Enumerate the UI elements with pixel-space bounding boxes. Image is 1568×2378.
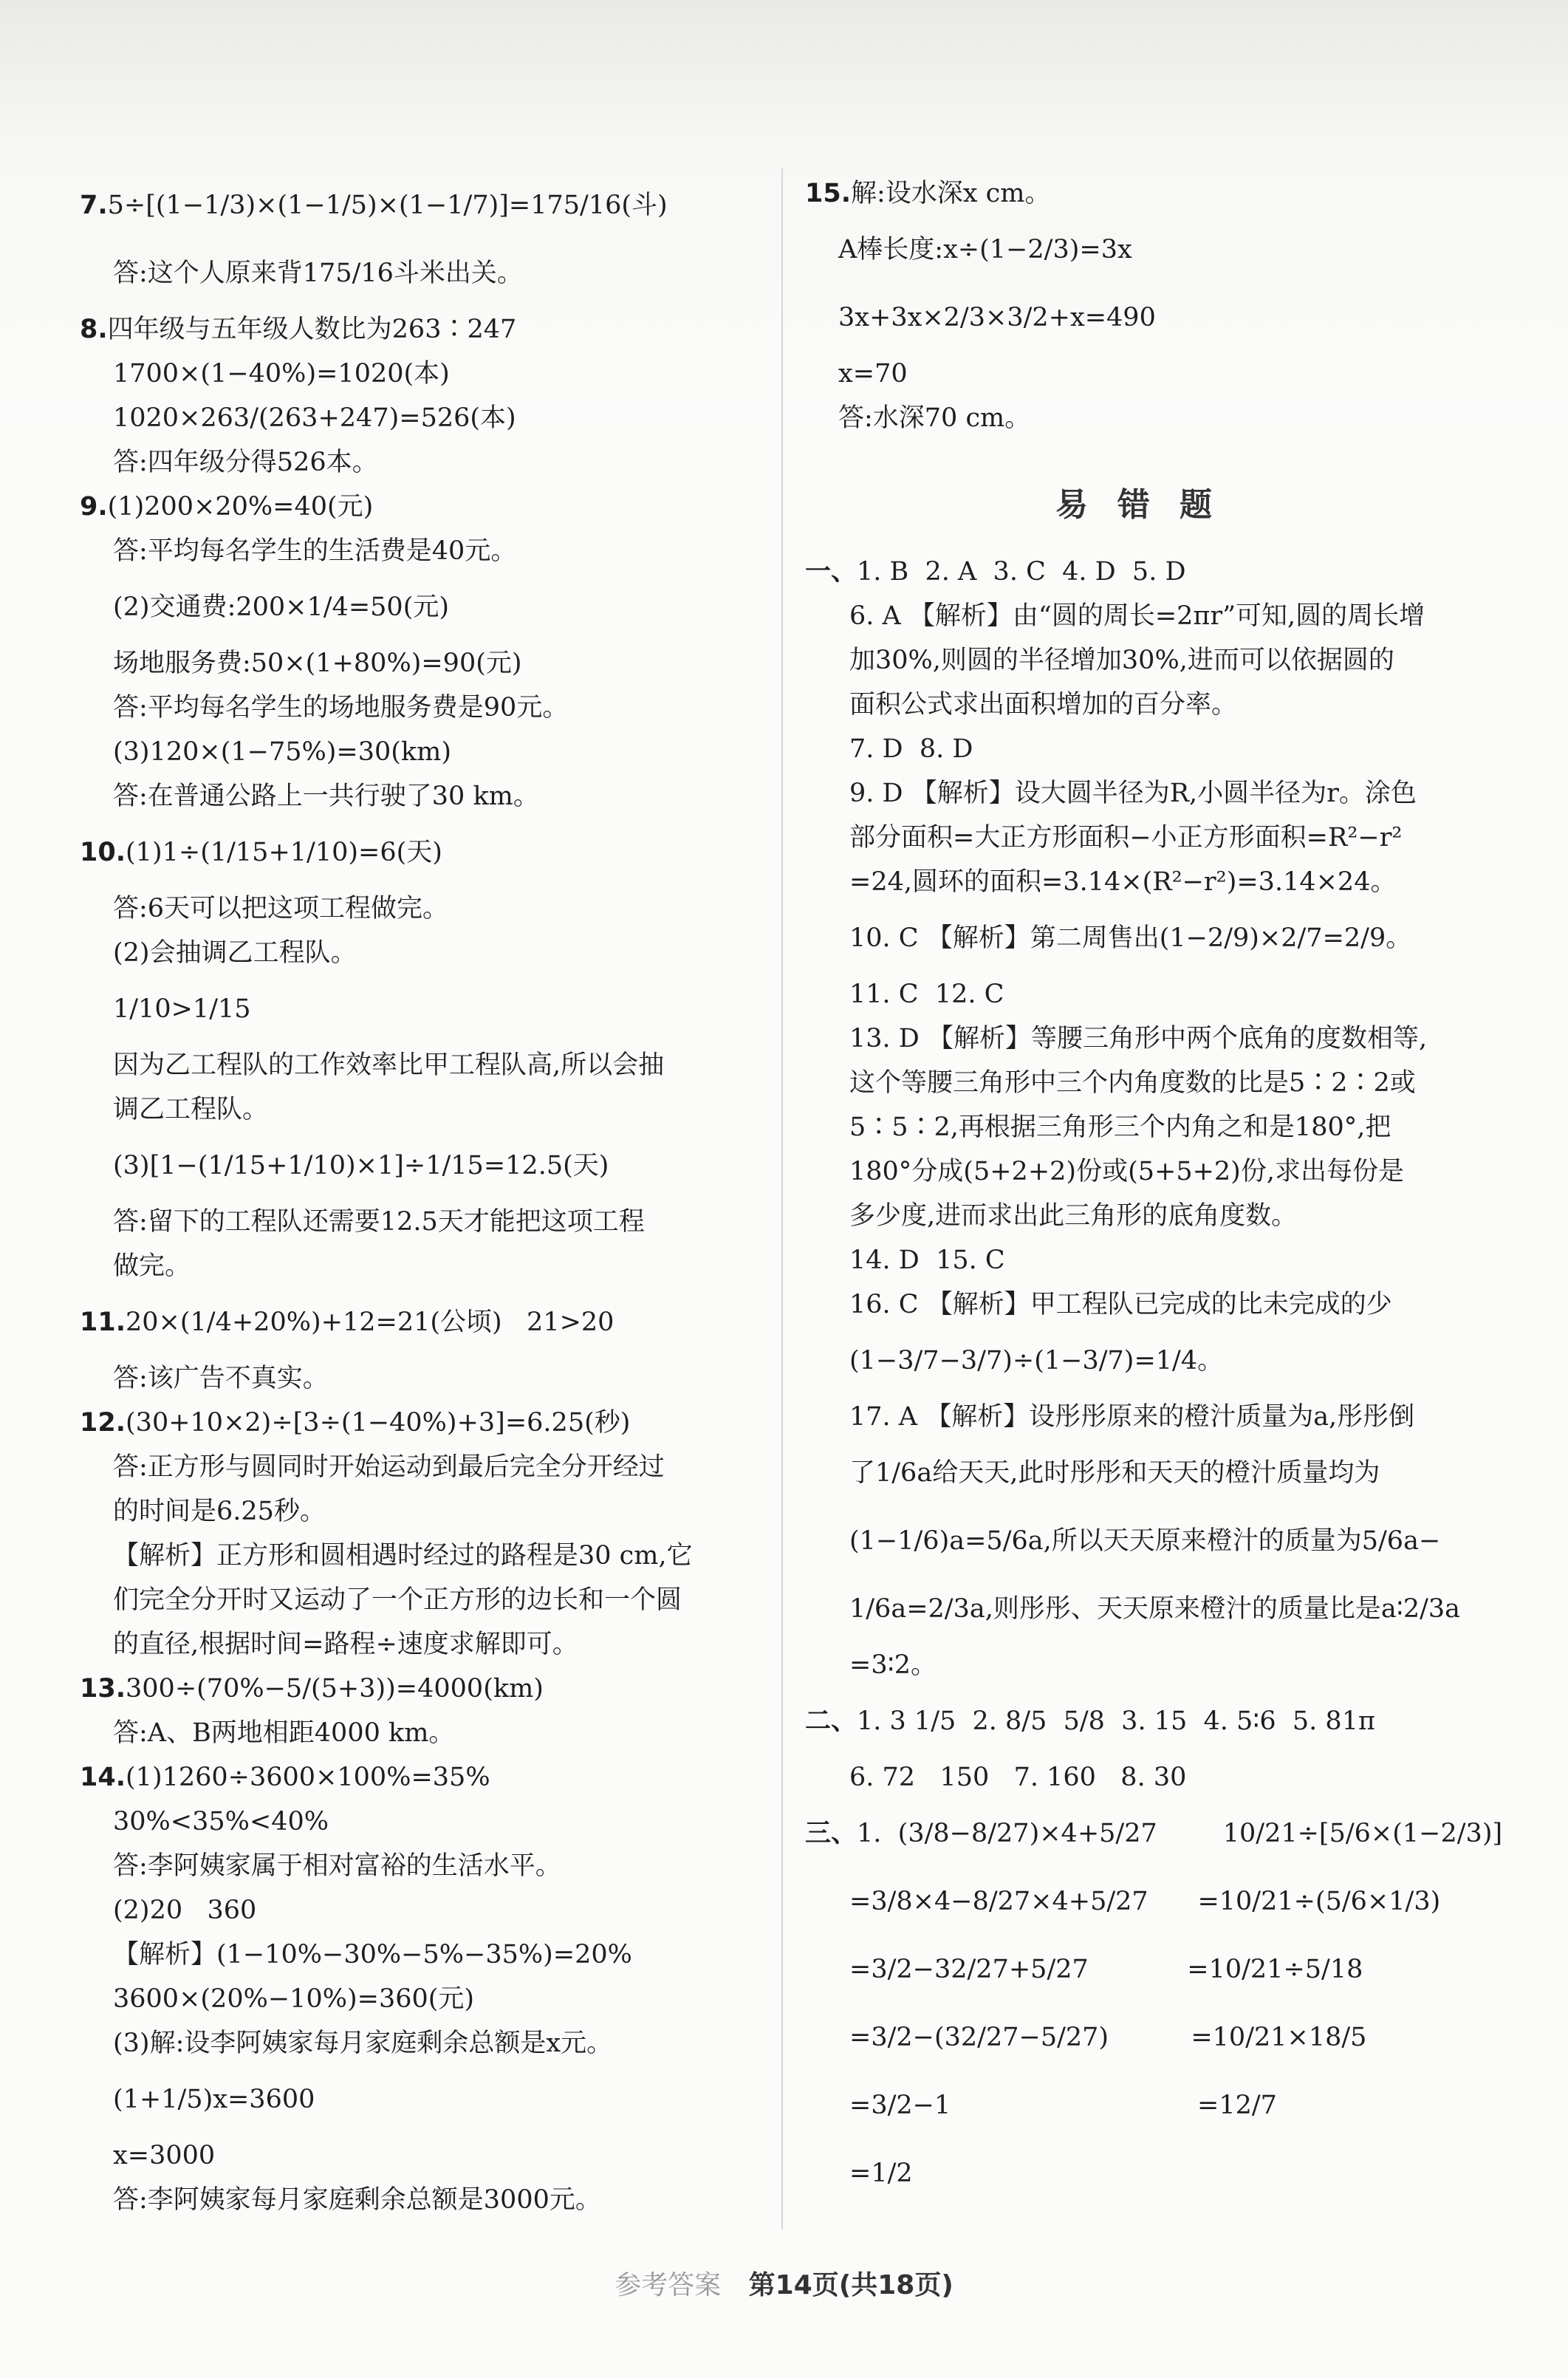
- answer-line: [80, 1622, 767, 1667]
- answer-text: 30%<35%<40%: [113, 1807, 329, 1837]
- answer-line: [80, 975, 767, 1043]
- left-column: [80, 171, 767, 2222]
- answer-text: 做完。: [113, 1251, 191, 1281]
- answer-line: [80, 485, 767, 529]
- answer-line: [805, 1687, 1492, 1755]
- answer-text: (3)解:设李阿姨家每月家庭剩余总额是x元。: [113, 2029, 613, 2058]
- answer-line: [805, 1755, 1492, 1800]
- answer-line: [80, 1534, 767, 1578]
- answer-line: [80, 1132, 767, 1200]
- question-number: 二、: [805, 1706, 857, 1736]
- answer-line: [805, 171, 1492, 216]
- answer-text: (2)交通费:200×1/4=50(元): [113, 592, 450, 622]
- answer-line: [80, 730, 767, 774]
- answer-text: (2)20 360: [113, 1896, 257, 1925]
- answer-text: A棒长度:x÷(1−2/3)=3x: [838, 235, 1132, 264]
- answer-line: [80, 1445, 767, 1489]
- answer-text: 解:设水深x cm。: [851, 179, 1051, 208]
- answer-line: [80, 2133, 767, 2178]
- answer-text: 6. 72 150 7. 160 8. 30: [849, 1763, 1187, 1792]
- answer-text: 1. 3 1/5 2. 8/5 5/8 3. 15 4. 5∶6 5. 81π: [857, 1706, 1375, 1736]
- answer-text: 10. C 【解析】第二周售出(1−2/9)×2/7=2/9。: [849, 923, 1412, 953]
- answer-text: 们完全分开时又运动了一个正方形的边长和一个圆: [113, 1585, 682, 1615]
- answer-line: [80, 573, 767, 641]
- answer-line: [80, 440, 767, 485]
- answer-line: [805, 1327, 1492, 1395]
- answer-line: [80, 819, 767, 886]
- answer-text: 9. D 【解析】设大圆半径为R,小圆半径为r。涂色: [849, 779, 1417, 808]
- answer-text: 答:留下的工程队还需要12.5天才能把这项工程: [113, 1207, 645, 1237]
- answer-line: [80, 1356, 767, 1401]
- answer-line: [805, 2139, 1492, 2207]
- answer-line: [80, 686, 767, 730]
- answer-line: [805, 550, 1492, 594]
- answer-line: [805, 972, 1492, 1017]
- answer-line: [80, 774, 767, 819]
- answer-line: [80, 641, 767, 686]
- answer-line: [80, 1244, 767, 1288]
- column-divider: [781, 168, 783, 2230]
- answer-line: [80, 396, 767, 440]
- answer-line: [80, 1977, 767, 2021]
- answer-text: (2)会抽调乙工程队。: [113, 938, 357, 968]
- answer-line: [805, 683, 1492, 727]
- answer-line: [805, 1149, 1492, 1194]
- answer-line: [80, 1578, 767, 1622]
- answer-line: [805, 594, 1492, 638]
- answer-line: [80, 171, 767, 239]
- answer-line: [805, 1868, 1492, 1935]
- answer-text: 180°分成(5+2+2)份或(5+5+2)份,求出每份是: [849, 1157, 1404, 1186]
- answer-text: 6. A 【解析】由“圆的周长=2πr”可知,圆的周长增: [849, 601, 1425, 631]
- answer-line: [805, 1061, 1492, 1105]
- answer-text: 这个等腰三角形中三个内角度数的比是5∶2∶2或: [849, 1068, 1416, 1098]
- answer-line: [80, 2021, 767, 2066]
- answer-text: 部分面积=大正方形面积−小正方形面积=R²−r²: [849, 823, 1403, 853]
- answer-line: [805, 1507, 1492, 1575]
- answer-text: 答:平均每名学生的场地服务费是90元。: [113, 693, 569, 722]
- answer-text: 【解析】(1−10%−30%−5%−35%)=20%: [113, 1940, 632, 1969]
- answer-text: 加30%,则圆的半径增加30%,进而可以依据圆的: [849, 646, 1394, 675]
- answer-line: [805, 1282, 1492, 1327]
- answer-text: (3)[1−(1/15+1/10)×1]÷1/15=12.5(天): [113, 1151, 609, 1181]
- answer-text: 的时间是6.25秒。: [113, 1497, 326, 1526]
- answer-line: [80, 2066, 767, 2133]
- section-title: 易错题: [1055, 486, 1242, 524]
- answer-line: [80, 1489, 767, 1534]
- answer-line: [80, 1755, 767, 1800]
- answer-text: =1/2: [849, 2159, 913, 2188]
- answer-line: [80, 1288, 767, 1356]
- answer-line: [80, 2178, 767, 2222]
- answer-text: 13. D 【解析】等腰三角形中两个底角的度数相等,: [849, 1024, 1428, 1053]
- answer-line: [80, 886, 767, 931]
- answer-line: [805, 1575, 1492, 1643]
- answer-text: x=3000: [113, 2141, 216, 2170]
- page-number: 第14页(共18页): [748, 2270, 954, 2300]
- answer-line: [805, 284, 1492, 352]
- answer-text: 1700×(1−40%)=1020(本): [113, 359, 450, 389]
- answer-text: 1. B 2. A 3. C 4. D 5. D: [857, 557, 1186, 587]
- answer-text: 1020×263/(263+247)=526(本): [113, 403, 516, 433]
- answer-line: [805, 1105, 1492, 1149]
- answer-line: [80, 1200, 767, 1244]
- answer-text: 因为乙工程队的工作效率比甲工程队高,所以会抽: [113, 1050, 665, 1080]
- answer-text: 的直径,根据时间=路程÷速度求解即可。: [113, 1630, 578, 1659]
- answer-line: [80, 239, 767, 307]
- question-number: 14.: [80, 1763, 126, 1792]
- answer-line: [805, 1643, 1492, 1687]
- answer-text: (1)1÷(1/15+1/10)=6(天): [126, 838, 442, 867]
- question-number: 10.: [80, 838, 126, 867]
- answer-text: 面积公式求出面积增加的百分率。: [849, 690, 1238, 720]
- answer-line: [80, 1711, 767, 1755]
- answer-line: [80, 1043, 767, 1087]
- answer-text: 答:在普通公路上一共行驶了30 km。: [113, 782, 539, 811]
- answer-text: (1)200×20%=40(元): [107, 492, 374, 522]
- answer-line: [805, 771, 1492, 816]
- answer-text: 【解析】正方形和圆相遇时经过的路程是30 cm,它: [113, 1541, 693, 1571]
- answer-text: 5÷[(1−1/3)×(1−1/5)×(1−1/7)]=175/16(斗): [107, 191, 668, 220]
- answer-text: (1)1260÷3600×100%=35%: [126, 1763, 490, 1792]
- answer-text: 答:李阿姨家每月家庭剩余总额是3000元。: [113, 2185, 601, 2215]
- right-column: [805, 171, 1503, 2207]
- answer-line: [805, 1194, 1492, 1238]
- answer-line: [805, 860, 1492, 904]
- answer-line: [80, 352, 767, 396]
- answer-text: 答:A、B两地相距4000 km。: [113, 1718, 455, 1748]
- answer-text: 答:水深70 cm。: [838, 403, 1031, 433]
- answer-text: 四年级与五年级人数比为263∶247: [107, 315, 517, 344]
- answer-line: [80, 1667, 767, 1711]
- answer-text: 7. D 8. D: [849, 734, 973, 764]
- answer-line: [805, 1935, 1492, 2003]
- answer-line: [805, 1395, 1492, 1439]
- question-number: 三、: [805, 1819, 857, 1848]
- answer-text: 3x+3x×2/3×3/2+x=490: [838, 303, 1156, 332]
- answer-text: 14. D 15. C: [849, 1246, 1005, 1275]
- question-number: 11.: [80, 1308, 126, 1337]
- answer-text: 场地服务费:50×(1+80%)=90(元): [113, 649, 522, 678]
- answer-text: 11. C 12. C: [849, 980, 1004, 1009]
- answer-text: 5∶5∶2,再根据三角形三个内角之和是180°,把: [849, 1113, 1391, 1142]
- answer-text: 答:四年级分得526本。: [113, 448, 378, 477]
- answer-text: (1−3/7−3/7)÷(1−3/7)=1/4。: [849, 1346, 1224, 1376]
- answer-text: (3)120×(1−75%)=30(km): [113, 737, 451, 767]
- answer-text: =3∶2。: [849, 1650, 937, 1680]
- answer-text: 3600×(20%−10%)=360(元): [113, 1984, 475, 2014]
- answer-text: =24,圆环的面积=3.14×(R²−r²)=3.14×24。: [849, 867, 1397, 897]
- question-number: 13.: [80, 1674, 126, 1704]
- answer-line: [805, 638, 1492, 683]
- answer-line: [80, 1844, 767, 1888]
- answer-text: x=70: [838, 359, 908, 389]
- answer-line: [805, 816, 1492, 860]
- answer-text: (1−1/6)a=5/6a,所以天天原来橙汁的质量为5/6a−: [849, 1526, 1441, 1556]
- answer-text: =3/8×4−8/27×4+5/27 =10/21÷(5/6×1/3): [849, 1887, 1441, 1916]
- answer-line: [80, 931, 767, 975]
- error-prone-answers: [805, 550, 1503, 2207]
- answer-text: 16. C 【解析】甲工程队已完成的比未完成的少: [849, 1290, 1392, 1319]
- question-number: 9.: [80, 492, 108, 522]
- answer-text: (30+10×2)÷[3÷(1−40%)+3]=6.25(秒): [126, 1408, 631, 1438]
- question-number: 一、: [805, 557, 857, 587]
- answer-text: 答:6天可以把这项工程做完。: [113, 894, 449, 923]
- answer-text: 1/6a=2/3a,则彤彤、天天原来橙汁的质量比是a∶2/3a: [849, 1594, 1461, 1624]
- answer-text: 300÷(70%−5/(5+3))=4000(km): [126, 1674, 544, 1704]
- page-footer: [0, 2264, 1568, 2302]
- question-number: 8.: [80, 315, 108, 344]
- answer-line: [80, 529, 767, 573]
- answer-text: 17. A 【解析】设彤彤原来的橙汁质量为a,彤彤倒: [849, 1402, 1415, 1432]
- answer-line: [80, 1888, 767, 1933]
- answer-line: [805, 1439, 1492, 1507]
- answer-line: [80, 1933, 767, 1977]
- answer-text: =3/2−(32/27−5/27) =10/21×18/5: [849, 2023, 1367, 2052]
- footer-label: 参考答案: [614, 2270, 722, 2300]
- answer-text: 答:正方形与圆同时开始运动到最后完全分开经过: [113, 1452, 665, 1482]
- answer-line: [805, 2071, 1492, 2139]
- answer-text: 20×(1/4+20%)+12=21(公顷) 21>20: [126, 1308, 614, 1337]
- answer-text: 1/10>1/15: [113, 994, 251, 1024]
- answer-text: =3/2−32/27+5/27 =10/21÷5/18: [849, 1955, 1363, 1984]
- answer-text: 1. (3/8−8/27)×4+5/27 10/21÷[5/6×(1−2/3)]: [857, 1819, 1503, 1848]
- answer-line: [805, 1238, 1492, 1282]
- answer-line: [80, 1401, 767, 1445]
- answer-15-block: [805, 171, 1492, 440]
- answer-text: 答:该广告不真实。: [113, 1364, 329, 1393]
- answer-text: 答:平均每名学生的生活费是40元。: [113, 536, 517, 566]
- answer-line: [80, 1800, 767, 1844]
- answer-line: [805, 396, 1492, 440]
- answer-text: (1+1/5)x=3600: [113, 2085, 315, 2114]
- answer-line: [805, 216, 1492, 284]
- answer-text: 调乙工程队。: [113, 1095, 269, 1124]
- answer-text: 答:李阿姨家属于相对富裕的生活水平。: [113, 1851, 561, 1881]
- answer-text: 了1/6a给天天,此时彤彤和天天的橙汁质量均为: [849, 1458, 1380, 1488]
- answer-line: [80, 307, 767, 352]
- answer-line: [805, 2003, 1492, 2071]
- answer-line: [805, 727, 1492, 771]
- answer-line: [805, 1800, 1503, 1868]
- question-number: 15.: [805, 179, 852, 208]
- answer-line: [805, 1017, 1492, 1061]
- question-number: 7.: [80, 191, 108, 220]
- answer-line: [805, 352, 1492, 396]
- answer-line: [80, 1087, 767, 1132]
- question-number: 12.: [80, 1408, 126, 1438]
- answer-text: =3/2−1 =12/7: [849, 2091, 1277, 2120]
- answer-text: 答:这个人原来背175/16斗米出关。: [113, 259, 523, 288]
- answer-text: 多少度,进而求出此三角形的底角度数。: [849, 1201, 1298, 1231]
- answer-line: [805, 904, 1492, 972]
